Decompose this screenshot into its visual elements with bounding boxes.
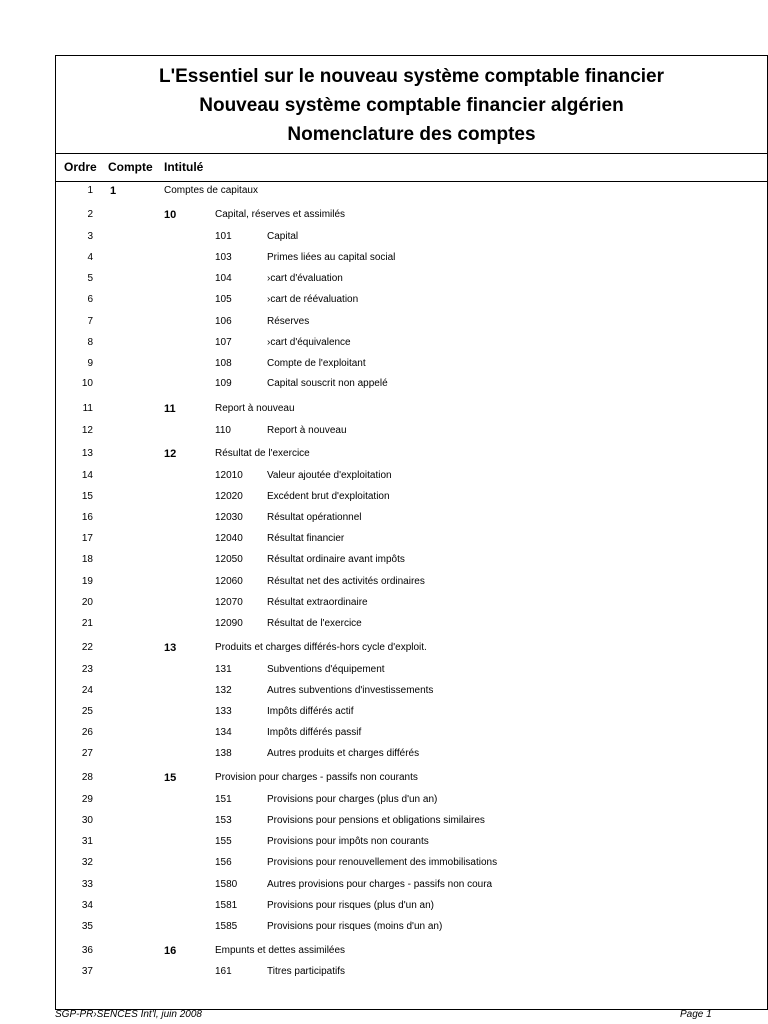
account-number: 133 (215, 706, 232, 717)
class-number: 1 (110, 185, 117, 197)
table-row (55, 553, 768, 573)
group-number: 12 (164, 448, 177, 460)
title-block (55, 55, 768, 154)
table-row (55, 856, 768, 876)
row-ordre: 8 (87, 337, 93, 348)
table-row (55, 965, 768, 985)
table-header (55, 153, 768, 182)
account-number: 107 (215, 337, 232, 348)
group-number: 10 (164, 209, 177, 221)
table-row (55, 641, 768, 661)
table-row (55, 336, 768, 356)
table-row (55, 447, 768, 467)
row-ordre: 14 (81, 470, 93, 481)
row-ordre: 13 (81, 448, 93, 459)
table-row (55, 747, 768, 767)
row-ordre: 9 (87, 358, 93, 369)
account-number: 138 (215, 748, 232, 759)
group-number: 11 (164, 403, 176, 415)
column-header-intitule: Intitulé (164, 160, 204, 174)
table-row (55, 490, 768, 510)
row-ordre: 22 (81, 642, 93, 653)
account-label: Subventions d'équipement (267, 664, 385, 675)
account-label: Autres subventions d'investissements (267, 685, 434, 696)
row-ordre: 6 (87, 294, 93, 305)
group-number: 16 (164, 945, 177, 957)
table-row (55, 293, 768, 313)
table-row (55, 230, 768, 250)
account-number: 134 (215, 727, 232, 738)
table-row (55, 272, 768, 292)
row-ordre: 11 (82, 403, 93, 414)
document-section-title: Nomenclature des comptes (287, 124, 536, 145)
row-ordre: 15 (81, 491, 93, 502)
row-ordre: 25 (81, 706, 93, 717)
account-label: Impôts différés passif (267, 727, 362, 738)
account-label: Titres participatifs (267, 966, 345, 977)
document-subtitle: Nouveau système comptable financier algérien (199, 95, 624, 116)
account-label: Résultat de l'exercice (267, 618, 362, 629)
table-row (55, 663, 768, 683)
table-row (55, 726, 768, 746)
table-row (55, 184, 768, 204)
account-label: Résultat net des activités ordinaires (267, 576, 425, 587)
account-label: Primes liées au capital social (267, 252, 396, 263)
footer-publisher: SGP-PR›SENCES Int'l, juin 2008 (55, 1009, 202, 1020)
row-ordre: 26 (81, 727, 93, 738)
row-ordre: 12 (81, 425, 93, 436)
account-label: Réserves (267, 316, 310, 327)
account-label: Résultat extraordinaire (267, 597, 368, 608)
account-label: ›cart d'équivalence (267, 337, 351, 348)
account-number: 153 (215, 815, 232, 826)
row-ordre: 5 (87, 273, 93, 284)
group-label: Produits et charges différés-hors cycle d'exploit. (215, 642, 427, 653)
table-row (55, 596, 768, 616)
row-ordre: 7 (87, 316, 93, 327)
column-header-ordre: Ordre (64, 160, 97, 174)
account-number: 156 (215, 857, 232, 868)
table-row (55, 920, 768, 940)
row-ordre: 16 (81, 512, 93, 523)
group-label: Résultat de l'exercice (215, 448, 310, 459)
table-row (55, 377, 768, 397)
table-row (55, 357, 768, 377)
account-number: 12060 (215, 576, 243, 587)
account-label: Autres provisions pour charges - passifs non coura (267, 879, 493, 890)
table-row (55, 684, 768, 704)
account-label: Provisions pour charges (plus d'un an) (267, 794, 438, 805)
row-ordre: 37 (81, 966, 93, 977)
table-row (55, 899, 768, 919)
account-label: Provisions pour risques (plus d'un an) (267, 900, 434, 911)
account-number: 101 (215, 231, 232, 242)
account-number: 109 (215, 378, 232, 389)
row-ordre: 34 (81, 900, 93, 911)
row-ordre: 24 (81, 685, 93, 696)
table-row (55, 251, 768, 271)
table-row (55, 402, 768, 422)
row-ordre: 4 (87, 252, 93, 263)
table-row (55, 511, 768, 531)
group-label: Report à nouveau (215, 403, 295, 414)
row-ordre: 28 (81, 772, 93, 783)
account-number: 12020 (215, 491, 243, 502)
row-ordre: 30 (81, 815, 93, 826)
row-ordre: 3 (87, 231, 93, 242)
account-number: 12030 (215, 512, 243, 523)
account-label: Résultat financier (267, 533, 345, 544)
account-label: Impôts différés actif (267, 706, 354, 717)
row-ordre: 29 (81, 794, 93, 805)
table-row (55, 771, 768, 791)
table-row (55, 315, 768, 335)
group-number: 15 (164, 772, 177, 784)
table-row (55, 575, 768, 595)
account-number: 12040 (215, 533, 243, 544)
account-label: Report à nouveau (267, 425, 347, 436)
row-ordre: 32 (81, 857, 93, 868)
account-label: ›cart d'évaluation (267, 273, 343, 284)
table-row (55, 944, 768, 964)
row-ordre: 17 (81, 533, 93, 544)
account-number: 155 (215, 836, 232, 847)
account-number: 105 (215, 294, 232, 305)
account-number: 103 (215, 252, 232, 263)
table-row (55, 835, 768, 855)
group-number: 13 (164, 642, 177, 654)
row-ordre: 36 (81, 945, 93, 956)
account-number: 131 (215, 664, 232, 675)
account-label: Provisions pour pensions et obligations similaires (267, 815, 485, 826)
account-number: 1585 (215, 921, 238, 932)
account-number: 106 (215, 316, 232, 327)
account-label: Valeur ajoutée d'exploitation (267, 470, 392, 481)
row-ordre: 31 (81, 836, 93, 847)
group-label: Empunts et dettes assimilées (215, 945, 346, 956)
table-row (55, 814, 768, 834)
document-title: L'Essentiel sur le nouveau système comptable financier (158, 66, 665, 87)
row-ordre: 21 (81, 618, 93, 629)
row-ordre: 27 (81, 748, 93, 759)
account-number: 110 (215, 425, 231, 436)
row-ordre: 33 (81, 879, 93, 890)
account-label: Provisions pour renouvellement des immobilisations (267, 857, 498, 868)
account-number: 151 (215, 794, 232, 805)
row-ordre: 23 (81, 664, 93, 675)
account-number: 132 (215, 685, 232, 696)
account-number: 108 (215, 358, 232, 369)
row-ordre: 35 (81, 921, 93, 932)
account-number: 12070 (215, 597, 243, 608)
table-row (55, 793, 768, 813)
row-ordre: 1 (87, 185, 93, 196)
account-label: Excédent brut d'exploitation (267, 491, 390, 502)
account-label: Capital (267, 231, 299, 242)
account-label: Compte de l'exploitant (267, 358, 366, 369)
account-number: 161 (215, 966, 232, 977)
table-row (55, 424, 768, 444)
row-ordre: 20 (81, 597, 93, 608)
table-row (55, 469, 768, 489)
class-label: Comptes de capitaux (164, 185, 258, 196)
table-row (55, 208, 768, 228)
account-label: ›cart de réévaluation (267, 294, 359, 305)
group-label: Provision pour charges - passifs non courants (215, 772, 418, 783)
group-label: Capital, réserves et assimilés (215, 209, 346, 220)
account-label: Provisions pour risques (moins d'un an) (267, 921, 443, 932)
account-label: Résultat ordinaire avant impôts (267, 554, 405, 565)
account-label: Capital souscrit non appelé (267, 378, 388, 389)
account-number: 12090 (215, 618, 243, 629)
table-row (55, 705, 768, 725)
table-row (55, 617, 768, 637)
row-ordre: 19 (81, 576, 93, 587)
account-number: 12050 (215, 554, 243, 565)
table-row (55, 878, 768, 898)
account-number: 12010 (215, 470, 243, 481)
account-number: 104 (215, 273, 232, 284)
footer-page-number: Page 1 (680, 1009, 712, 1020)
table-row (55, 532, 768, 552)
row-ordre: 10 (81, 378, 93, 389)
account-number: 1581 (215, 900, 238, 911)
account-label: Provisions pour impôts non courants (267, 836, 429, 847)
row-ordre: 18 (81, 554, 93, 565)
account-label: Autres produits et charges différés (267, 748, 420, 759)
account-number: 1580 (215, 879, 238, 890)
account-label: Résultat opérationnel (267, 512, 362, 523)
row-ordre: 2 (87, 209, 93, 220)
column-header-compte: Compte (108, 160, 153, 174)
